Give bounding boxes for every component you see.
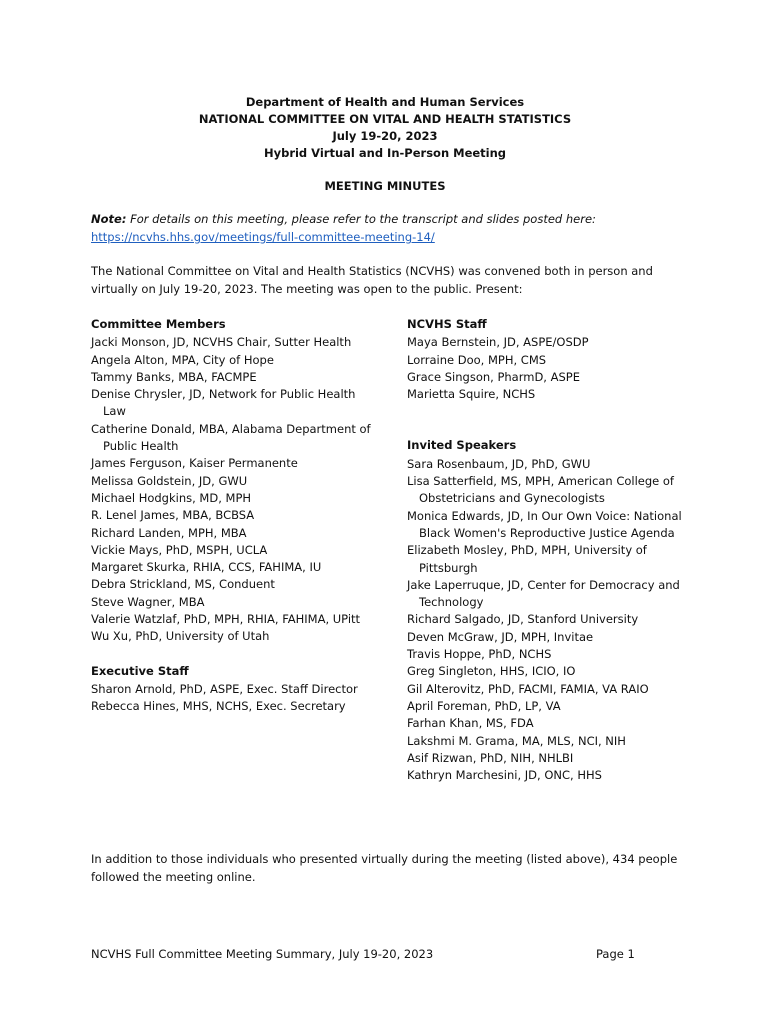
page-number: Page 1 xyxy=(596,947,635,961)
ncvhs-staff-heading: NCVHS Staff xyxy=(407,317,487,331)
list-item: Denise Chrysler, JD, Network for Public Health Law xyxy=(91,387,356,419)
list-item: Steve Wagner, MBA xyxy=(91,594,205,609)
list-item: Lakshmi M. Grama, MA, MLS, NCI, NIH xyxy=(407,733,626,748)
header-meeting-type: Hybrid Virtual and In-Person Meeting xyxy=(263,146,507,160)
list-item: April Foreman, PhD, LP, VA xyxy=(407,698,561,713)
list-item: Marietta Squire, NCHS xyxy=(407,387,536,402)
note-label: Note: xyxy=(91,212,127,226)
list-item: Travis Hoppe, PhD, NCHS xyxy=(407,647,552,662)
list-item: James Ferguson, Kaiser Permanente xyxy=(91,456,298,471)
list-item: Michael Hodgkins, MD, MPH xyxy=(91,490,252,505)
note-paragraph xyxy=(91,210,691,246)
list-item: Valerie Watzlaf, PhD, MPH, RHIA, FAHIMA, UPitt xyxy=(91,612,361,627)
meeting-link[interactable]: https://ncvhs.hhs.gov/meetings/full-committee-meeting-14/ xyxy=(91,230,435,244)
list-item: Sara Rosenbaum, JD, PhD, GWU xyxy=(407,456,591,471)
header-department: Department of Health and Human Services xyxy=(245,95,525,109)
list-item: Debra Strickland, MS, Conduent xyxy=(91,577,275,592)
list-item: Margaret Skurka, RHIA, CCS, FAHIMA, IU xyxy=(91,560,322,575)
intro-paragraph: The National Committee on Vital and Health Statistics (NCVHS) was convened both in person and virtually on July 19-20, 2023. The meeting was open to the public. Present: xyxy=(91,264,653,296)
list-item: Wu Xu, PhD, University of Utah xyxy=(91,629,270,644)
list-item: Grace Singson, PharmD, ASPE xyxy=(407,369,580,384)
right-column xyxy=(407,316,682,784)
minutes-title: MEETING MINUTES xyxy=(324,179,446,193)
list-item: Vickie Mays, PhD, MSPH, UCLA xyxy=(91,542,268,557)
list-item: Asif Rizwan, PhD, NIH, NHLBI xyxy=(407,750,574,765)
list-item: Lisa Satterfield, MS, MPH, American College of Obstetricians and Gynecologists xyxy=(407,474,674,506)
executive-staff-list xyxy=(91,681,376,716)
ncvhs-staff-list xyxy=(407,334,682,403)
list-item: Richard Salgado, JD, Stanford University xyxy=(407,612,639,627)
list-item: Sharon Arnold, PhD, ASPE, Exec. Staff Director xyxy=(91,681,358,696)
note-text: For details on this meeting, please refer to the transcript and slides posted here: xyxy=(130,212,596,226)
document-header xyxy=(0,94,770,162)
invited-speakers-list xyxy=(407,456,682,785)
executive-staff-heading: Executive Staff xyxy=(91,663,189,678)
list-item: R. Lenel James, MBA, BCBSA xyxy=(91,508,255,523)
list-item: Deven McGraw, JD, MPH, Invitae xyxy=(407,629,594,644)
list-item: Catherine Donald, MBA, Alabama Department of Public Health xyxy=(91,421,371,454)
list-item: Rebecca Hines, MHS, NCHS, Exec. Secretary xyxy=(91,699,346,714)
list-item: Maya Bernstein, JD, ASPE/OSDP xyxy=(407,335,589,350)
header-committee: NATIONAL COMMITTEE ON VITAL AND HEALTH STATISTICS xyxy=(198,112,572,126)
committee-members-heading: Committee Members xyxy=(91,317,226,331)
closing-paragraph: In addition to those individuals who presented virtually during the meeting (listed above), 434 people followed the meeting online. xyxy=(91,852,678,884)
list-item: Tammy Banks, MBA, FACMPE xyxy=(91,369,257,384)
list-item: Elizabeth Mosley, PhD, MPH, University of Pittsburgh xyxy=(407,543,647,575)
list-item: Farhan Khan, MS, FDA xyxy=(407,716,534,731)
footer-title: NCVHS Full Committee Meeting Summary, July 19-20, 2023 xyxy=(91,947,434,961)
invited-speakers-heading: Invited Speakers xyxy=(407,438,517,453)
list-item: Lorraine Doo, MPH, CMS xyxy=(407,352,547,367)
list-item: Jacki Monson, JD, NCVHS Chair, Sutter Health xyxy=(91,335,352,350)
list-item: Richard Landen, MPH, MBA xyxy=(91,525,247,540)
list-item: Angela Alton, MPA, City of Hope xyxy=(91,352,274,367)
list-item: Kathryn Marchesini, JD, ONC, HHS xyxy=(407,768,602,783)
committee-members-list xyxy=(91,334,376,645)
list-item: Melissa Goldstein, JD, GWU xyxy=(91,473,248,488)
list-item: Jake Laperruque, JD, Center for Democracy and Technology xyxy=(407,577,680,610)
left-column xyxy=(91,316,376,716)
list-item: Gil Alterovitz, PhD, FACMI, FAMIA, VA RAIO xyxy=(407,681,649,696)
list-item: Greg Singleton, HHS, ICIO, IO xyxy=(407,664,576,679)
header-date: July 19-20, 2023 xyxy=(332,129,438,143)
list-item: Monica Edwards, JD, In Our Own Voice: National Black Women's Reproductive Justice Agenda xyxy=(407,508,682,540)
